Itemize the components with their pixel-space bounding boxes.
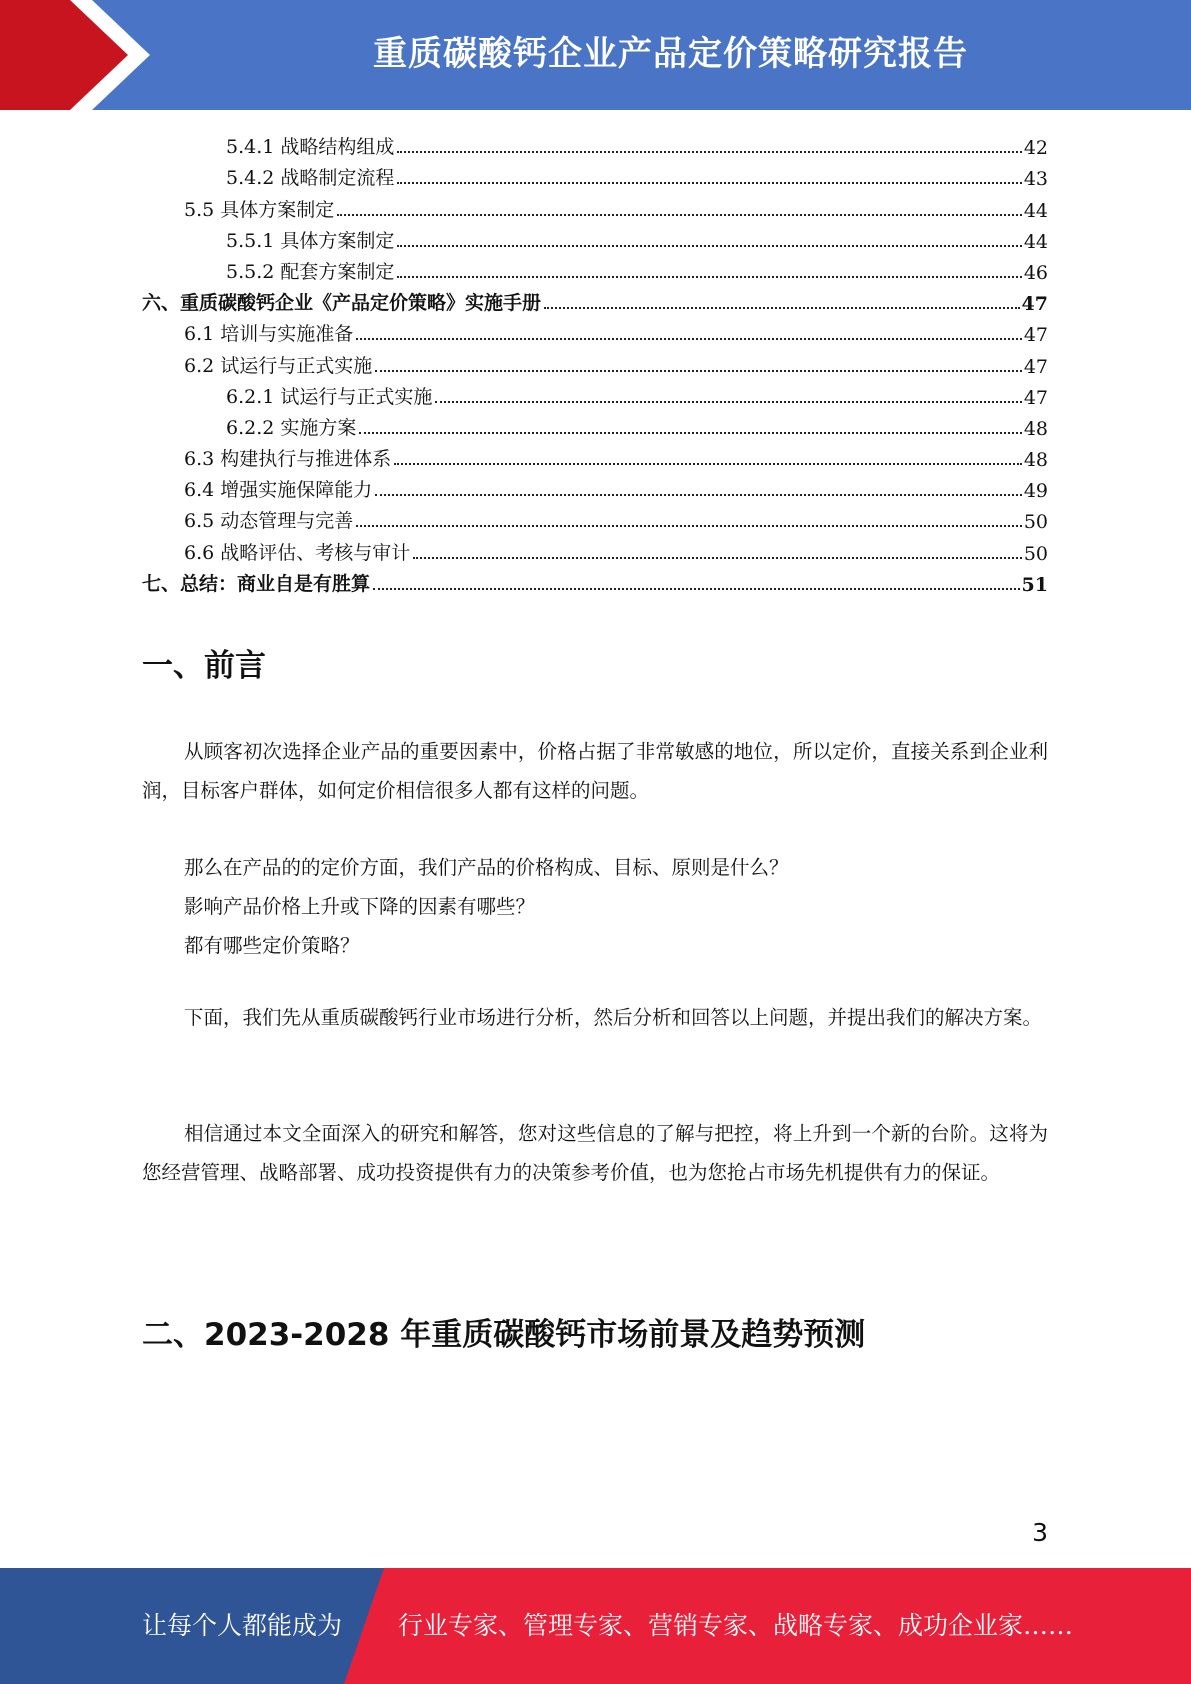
toc-entry[interactable]: [142, 471, 1048, 502]
toc-entry[interactable]: [142, 409, 1048, 440]
toc-entry[interactable]: [142, 253, 1048, 284]
toc-entry[interactable]: [142, 222, 1048, 253]
table-of-contents: [142, 128, 1048, 596]
toc-dot-leader: [544, 307, 1020, 309]
toc-entry-page: 51: [1021, 573, 1048, 596]
toc-entry-label: 5.4.1 战略结构组成: [226, 136, 395, 159]
document-title: 重质碳酸钙企业产品定价策略研究报告: [373, 34, 968, 74]
section-heading-market-outlook: 二、2023-2028 年重质碳酸钙市场前景及趋势预测: [142, 1317, 866, 1353]
section-heading-preface: 一、前言: [142, 648, 266, 684]
toc-entry-page: 48: [1023, 449, 1048, 472]
toc-dot-leader: [397, 245, 1021, 247]
toc-entry-page: 50: [1023, 542, 1048, 565]
toc-entry[interactable]: [142, 533, 1048, 564]
toc-entry-label: 6.2.1 试运行与正式实施: [226, 385, 433, 408]
toc-dot-leader: [397, 182, 1021, 184]
paragraph-value: 相信通过本文全面深入的研究和解答，您对这些信息的了解与把控，将上升到一个新的台阶。这将为您经营管理、战略部署、成功投资提供有力的决策参考价值，也为您抢占市场先机提供有力的保证。: [142, 1122, 1048, 1184]
toc-dot-leader: [356, 338, 1022, 340]
toc-entry-label: 6.2.2 实施方案: [226, 416, 357, 439]
toc-dot-leader: [375, 370, 1022, 372]
toc-dot-leader: [337, 214, 1022, 216]
toc-dot-leader: [397, 276, 1021, 278]
toc-entry-page: 46: [1023, 261, 1048, 284]
toc-dot-leader: [397, 151, 1021, 153]
toc-entry-label: 七、总结：商业自是有胜算: [142, 572, 371, 595]
toc-entry-label: 6.4 增强实施保障能力: [184, 479, 373, 502]
toc-entry-page: 47: [1023, 355, 1048, 378]
question-line-3: 都有哪些定价策略？: [184, 934, 360, 957]
toc-entry-page: 47: [1023, 386, 1048, 409]
toc-entry-label: 6.5 动态管理与完善: [184, 510, 354, 533]
paragraph-intro: 从顾客初次选择企业产品的重要因素中，价格占据了非常敏感的地位，所以定价，直接关系到企业利润，目标客户群体，如何定价相信很多人都有这样的问题。: [142, 740, 1048, 802]
toc-dot-leader: [435, 401, 1021, 403]
toc-entry-page: 47: [1021, 293, 1048, 316]
toc-entry-label: 6.2 试运行与正式实施: [184, 354, 373, 377]
toc-entry-page: 50: [1023, 511, 1048, 534]
toc-entry[interactable]: [142, 315, 1048, 346]
toc-entry-label: 5.4.2 战略制定流程: [226, 167, 395, 190]
toc-dot-leader: [373, 588, 1020, 590]
toc-entry-page: 48: [1023, 417, 1048, 440]
toc-dot-leader: [359, 432, 1021, 434]
toc-entry[interactable]: [142, 128, 1048, 159]
toc-entry[interactable]: [142, 502, 1048, 533]
toc-entry[interactable]: [142, 440, 1048, 471]
toc-entry-page: 44: [1023, 199, 1048, 222]
toc-entry-label: 六、重质碳酸钙企业《产品定价策略》实施手册: [142, 292, 542, 315]
toc-entry[interactable]: [142, 190, 1048, 221]
toc-entry[interactable]: [142, 565, 1048, 596]
toc-entry-page: 47: [1023, 324, 1048, 347]
toc-entry[interactable]: [142, 378, 1048, 409]
footer-slogan-left: 让每个人都能成为: [142, 1611, 343, 1640]
page-number: 3: [1032, 1518, 1048, 1547]
toc-entry-page: 42: [1023, 137, 1048, 160]
toc-dot-leader: [413, 557, 1022, 559]
toc-entry-label: 6.1 培训与实施准备: [184, 323, 354, 346]
toc-entry-label: 6.6 战略评估、考核与审计: [184, 541, 411, 564]
toc-entry[interactable]: [142, 284, 1048, 315]
toc-entry-label: 5.5.2 配套方案制定: [226, 260, 395, 283]
paragraph-approach: 下面，我们先从重质碳酸钙行业市场进行分析，然后分析和回答以上问题，并提出我们的解决方案。: [184, 1006, 1043, 1029]
page-header: [0, 0, 1191, 110]
toc-dot-leader: [394, 463, 1022, 465]
toc-dot-leader: [375, 494, 1022, 496]
toc-entry-page: 43: [1023, 168, 1048, 191]
page-footer: [0, 1568, 1191, 1684]
question-line-1: 那么在产品的的定价方面，我们产品的价格构成、目标、原则是什么？: [184, 856, 789, 879]
toc-entry-label: 5.5.1 具体方案制定: [226, 229, 395, 252]
toc-entry-label: 5.5 具体方案制定: [184, 198, 335, 221]
toc-dot-leader: [356, 525, 1022, 527]
toc-entry-page: 49: [1023, 480, 1048, 503]
toc-entry-label: 6.3 构建执行与推进体系: [184, 448, 392, 471]
toc-entry[interactable]: [142, 346, 1048, 377]
toc-entry-page: 44: [1023, 230, 1048, 253]
toc-entry[interactable]: [142, 159, 1048, 190]
question-line-2: 影响产品价格上升或下降的因素有哪些？: [184, 895, 536, 918]
footer-slogan-right: 行业专家、管理专家、营销专家、战略专家、成功企业家……: [398, 1611, 1074, 1640]
